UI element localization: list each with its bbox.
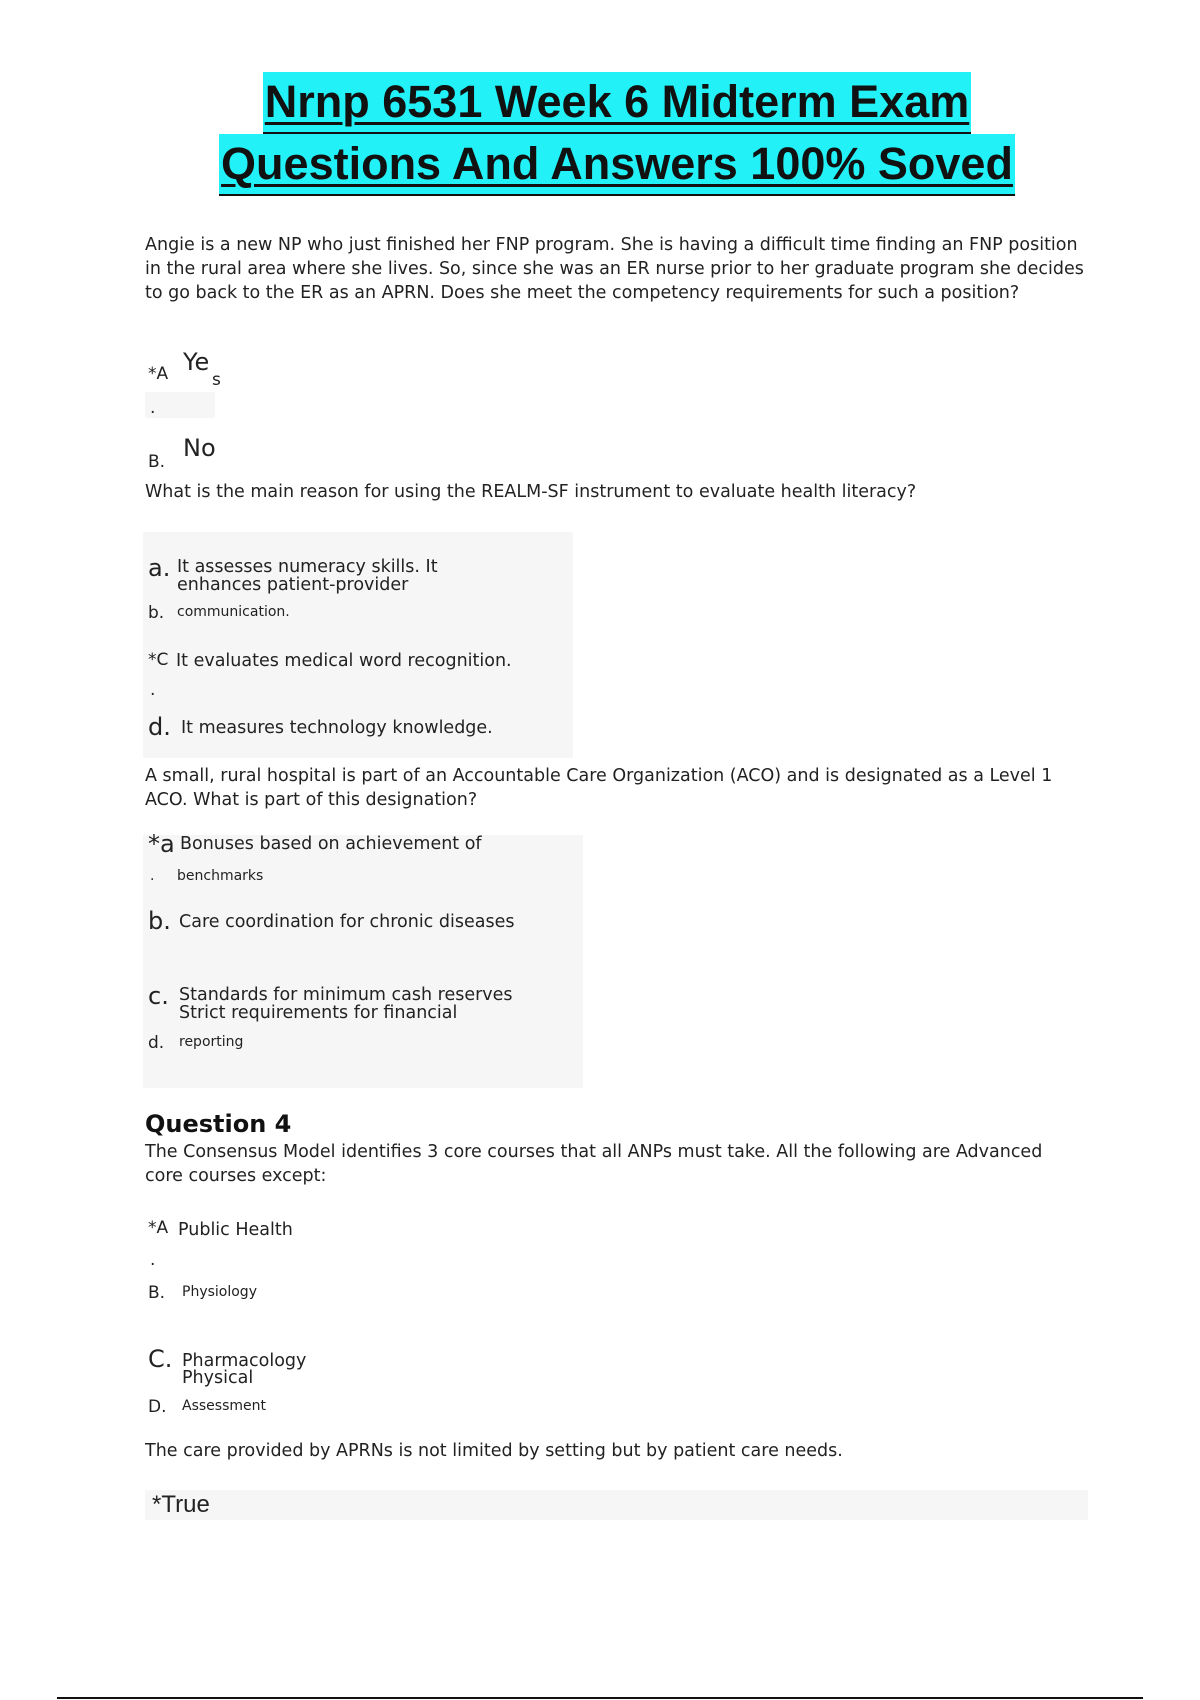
q4-option-a-dot: . xyxy=(150,1250,156,1270)
answer-shade-q5 xyxy=(145,1490,1088,1520)
q1-option-a-text: Ye xyxy=(183,348,210,376)
q2-option-a-text-2: enhances patient-provider xyxy=(177,575,409,595)
question-2-text: What is the main reason for using the REALM-SF instrument to evaluate health literacy? xyxy=(145,482,917,502)
q2-option-a-text: It assesses numeracy skills. It xyxy=(177,557,438,577)
q1-option-b-label: B. xyxy=(148,452,166,472)
q4-option-c-text: Pharmacology xyxy=(182,1351,307,1371)
q3-option-a-text-2: benchmarks xyxy=(177,868,264,884)
q1-option-a-label: *A xyxy=(148,364,169,384)
q2-option-a-label: a. xyxy=(148,554,171,582)
q2-option-d-label: d. xyxy=(148,713,171,741)
q5-answer: *True xyxy=(152,1491,210,1518)
question-4-heading: Question 4 xyxy=(145,1110,292,1138)
q3-option-c-text-2: Strict requirements for financial xyxy=(179,1003,458,1023)
document-title xyxy=(0,72,1200,196)
q3-option-b-text: Care coordination for chronic diseases xyxy=(179,912,515,932)
question-5-text: The care provided by APRNs is not limited by setting but by patient care needs. xyxy=(145,1441,843,1461)
q3-option-c-text: Standards for minimum cash reserves xyxy=(179,985,513,1005)
q4-option-c-text-2: Physical xyxy=(182,1368,254,1388)
q2-option-c-text: It evaluates medical word recognition. xyxy=(176,651,512,671)
answer-shade xyxy=(145,392,215,418)
q2-option-b-label: b. xyxy=(148,603,165,623)
q3-option-a-text: Bonuses based on achievement of xyxy=(180,834,482,854)
q4-option-b-text: Physiology xyxy=(182,1284,257,1300)
q3-option-a-label: *a xyxy=(148,830,175,858)
question-1-text: Angie is a new NP who just finished her FNP program. She is having a difficult time finding an FNP position in the rural area where she lives. So, since she was an ER nurse prior to her graduate program she decides to go back to the ER as an APRN. Does she meet the competency requirements for such a position? xyxy=(145,235,1084,303)
q2-option-c-label: *C xyxy=(148,650,169,670)
q2-option-c-dot: . xyxy=(150,680,156,700)
q4-option-b-label: B. xyxy=(148,1283,166,1303)
q2-option-d-text: It measures technology knowledge. xyxy=(181,718,493,738)
q3-option-a-dot: . xyxy=(150,868,155,884)
q4-option-a-label: *A xyxy=(148,1218,169,1238)
q3-option-c-label: c. xyxy=(148,982,169,1010)
q2-option-b-text: communication. xyxy=(177,604,290,620)
title-line-2: Questions And Answers 100% Soved xyxy=(219,134,1015,196)
q1-option-a-text-end: s xyxy=(212,370,221,390)
q4-option-a-text: Public Health xyxy=(178,1220,293,1240)
q3-option-b-label: b. xyxy=(148,907,171,935)
question-3-text: A small, rural hospital is part of an Accountable Care Organization (ACO) and is designated as a Level 1 ACO. What is part of this designation? xyxy=(145,766,1053,810)
q4-option-d-label: D. xyxy=(148,1397,167,1417)
q4-option-c-label: C. xyxy=(148,1345,173,1373)
q1-option-b-text: No xyxy=(183,434,216,462)
title-line-1: Nrnp 6531 Week 6 Midterm Exam xyxy=(263,72,971,134)
page-bottom-rule xyxy=(57,1697,1143,1699)
q3-option-d-text: reporting xyxy=(179,1034,244,1050)
q3-option-d-label: d. xyxy=(148,1033,165,1053)
q1-option-a-dot: . xyxy=(150,398,156,418)
question-4-text: The Consensus Model identifies 3 core courses that all ANPs must take. All the following are Advanced core courses except: xyxy=(145,1142,1043,1186)
q4-option-d-text: Assessment xyxy=(182,1398,266,1414)
